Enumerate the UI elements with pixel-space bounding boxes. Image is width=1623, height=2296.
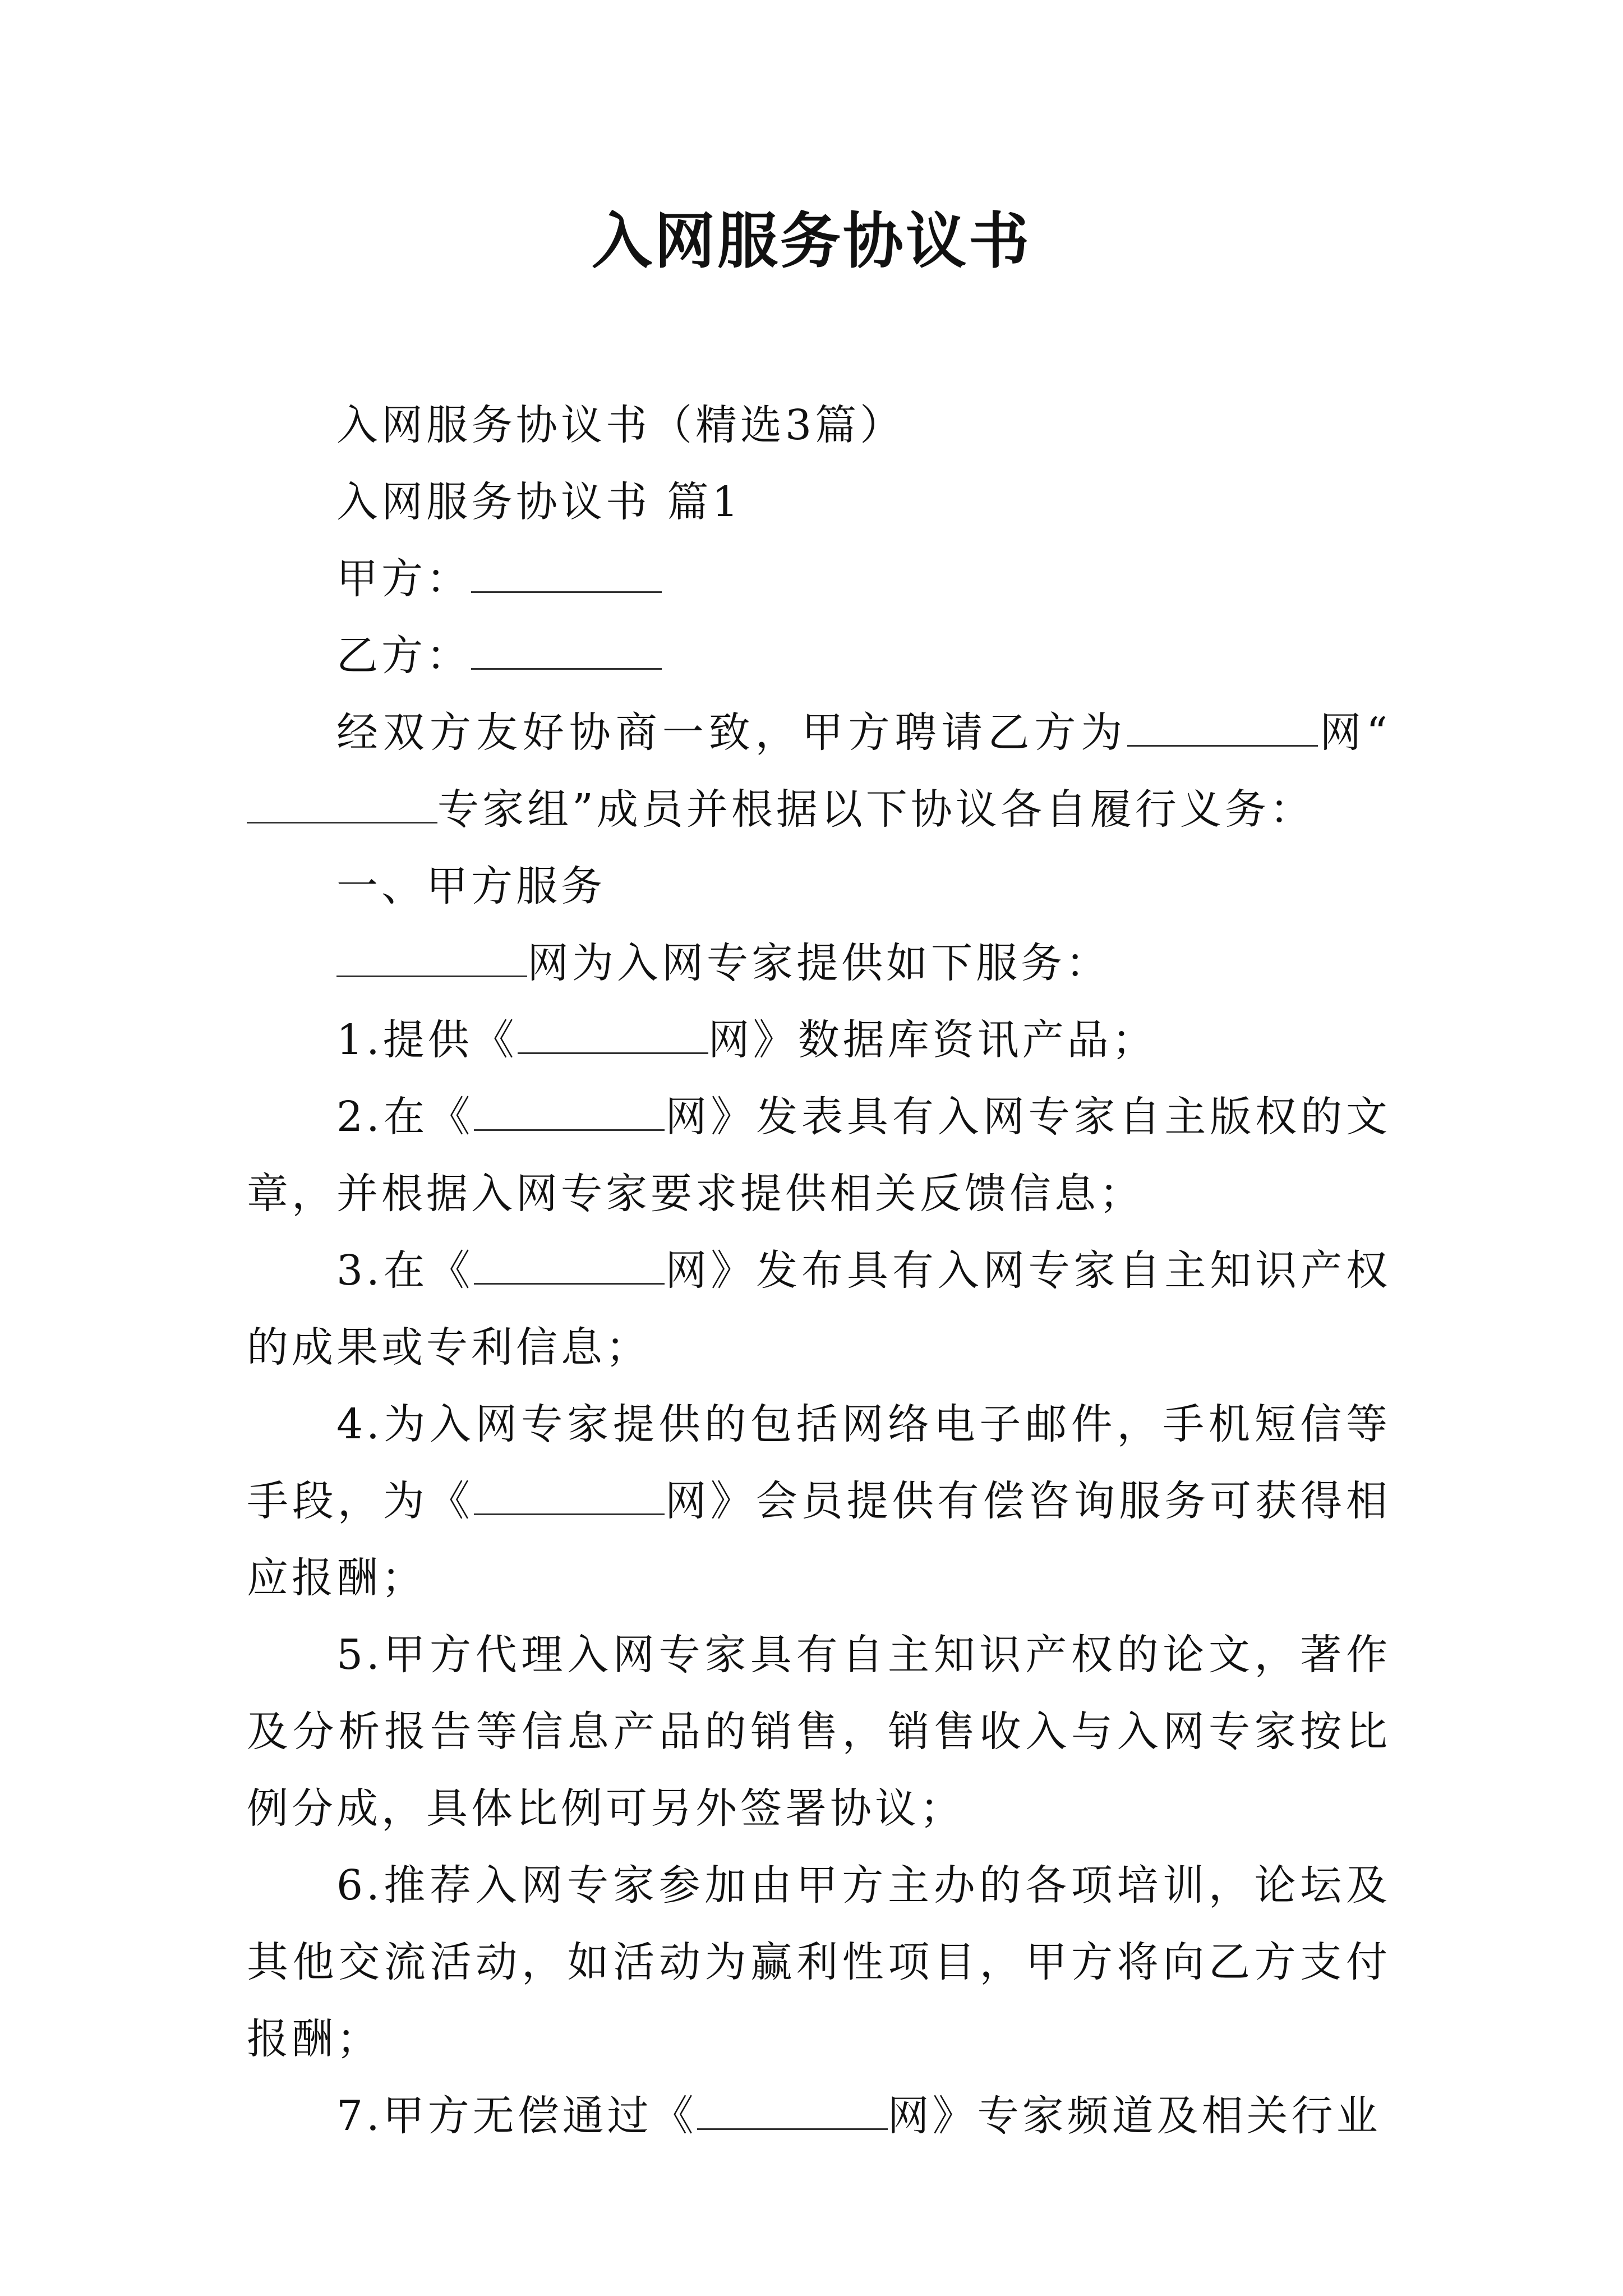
item-7-blank	[697, 2091, 888, 2130]
item-2-post: 网》发表具有入网专家自主版权的文章，并根据入网专家要求提供相关反馈信息；	[247, 1093, 1391, 1218]
intro-text-2: 网“	[1318, 708, 1391, 757]
party-a-label: 甲方：	[336, 555, 471, 603]
intro-text-1: 经双方友好协商一致，甲方聘请乙方为	[336, 708, 1128, 757]
item-3-post: 网》发布具有入网专家自主知识产权的成果或专利信息；	[247, 1246, 1391, 1372]
item-2-blank	[474, 1092, 665, 1131]
service-intro-blank	[336, 938, 527, 977]
intro-blank-2	[247, 785, 437, 823]
item-1-blank	[518, 1015, 708, 1054]
party-b-label: 乙方：	[336, 632, 471, 680]
item-4-blank	[474, 1476, 665, 1515]
document-body	[247, 387, 1391, 2155]
item-5: 5.甲方代理入网专家具有自主知识产权的论文，著作及分析报告等信息产品的销售，销售收入与入网专家按比例分成，具体比例可另外签署协议；	[247, 1631, 1391, 1833]
intro-blank-1	[1127, 708, 1318, 747]
party-a-blank	[471, 554, 662, 593]
item-2	[247, 1079, 1391, 1232]
item-7-post: 网》专家频道及相关行业	[887, 2092, 1381, 2140]
party-b-blank	[471, 631, 662, 670]
intro-paragraph	[247, 694, 1391, 848]
document-title: 入网服务协议书	[591, 206, 1031, 277]
item-4-pre: 4.为入网专家提供的包括网络电子邮件，手机短信等手段，为《	[247, 1400, 1391, 1525]
item-2-pre: 2.在《	[336, 1093, 474, 1141]
party-b-line	[247, 618, 1391, 694]
item-4	[247, 1386, 1391, 1617]
item-1-post: 网》数据库资讯产品；	[708, 1016, 1157, 1064]
subtitle: 入网服务协议书（精选3篇）	[336, 401, 905, 449]
item-7	[247, 2078, 1391, 2155]
item-1	[247, 1002, 1391, 1079]
heading-party-a-services: 一、甲方服务	[336, 862, 606, 910]
item-4-post: 网》会员提供有偿咨询服务可获得相应报酬；	[247, 1477, 1391, 1602]
service-intro-line	[247, 925, 1391, 1002]
item-1-pre: 1.提供《	[336, 1016, 518, 1064]
party-a-line	[247, 541, 1391, 618]
section-heading: 入网服务协议书 篇1	[336, 478, 742, 526]
item-7-pre: 7.甲方无偿通过《	[336, 2092, 697, 2140]
item-3-blank	[474, 1246, 665, 1285]
item-3-pre: 3.在《	[336, 1246, 474, 1295]
service-intro-text: 网为入网专家提供如下服务：	[527, 939, 1110, 987]
item-6: 6.推荐入网专家参加由甲方主办的各项培训，论坛及其他交流活动，如活动为赢利性项目，甲方将向乙方支付报酬；	[247, 1861, 1391, 2063]
intro-text-3: 专家组”成员并根据以下协议各自履行义务：	[437, 785, 1315, 834]
item-3	[247, 1232, 1391, 1386]
